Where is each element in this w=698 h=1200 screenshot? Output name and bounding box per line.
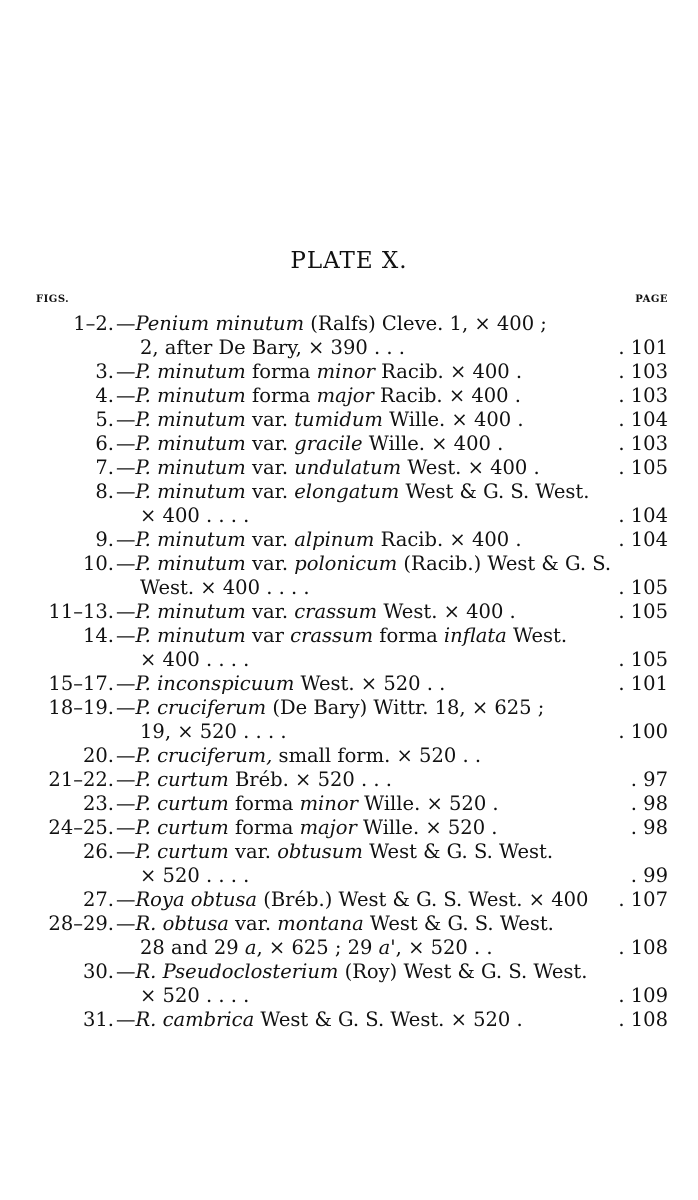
figure-entry bbox=[0, 864, 698, 888]
figure-number: 21–22. bbox=[48, 768, 114, 791]
page-number: . 105 bbox=[618, 456, 668, 479]
figure-entry bbox=[0, 1008, 698, 1032]
page-number: . 104 bbox=[618, 528, 668, 551]
figure-entry bbox=[0, 672, 698, 696]
figure-entry bbox=[0, 576, 698, 600]
figure-description: —P. minutum var. undulatum West. × 400 . bbox=[116, 456, 540, 479]
figure-description: —P. minutum var. gracile Wille. × 400 . bbox=[116, 432, 504, 455]
figure-number: 1–2. bbox=[73, 312, 114, 335]
figure-entry bbox=[0, 432, 698, 456]
figure-entry bbox=[0, 408, 698, 432]
figure-description: —P. cruciferum (De Bary) Wittr. 18, × 625 ; bbox=[116, 696, 545, 719]
figure-number: 11–13. bbox=[48, 600, 114, 623]
figure-description: × 520 . . . . bbox=[140, 984, 250, 1007]
figure-description: —P. minutum var. tumidum Wille. × 400 . bbox=[116, 408, 524, 431]
figure-description: —P. minutum var. crassum West. × 400 . bbox=[116, 600, 516, 623]
figure-number: 26. bbox=[82, 840, 114, 863]
figure-description: 28 and 29 a, × 625 ; 29 a', × 520 . . bbox=[140, 936, 493, 959]
figure-description: —P. minutum var crassum forma inflata West. bbox=[116, 624, 568, 647]
figure-entry bbox=[0, 600, 698, 624]
figure-number: 8. bbox=[95, 480, 114, 503]
figure-number: 6. bbox=[95, 432, 114, 455]
page-number: . 101 bbox=[618, 336, 668, 359]
figure-entry bbox=[0, 816, 698, 840]
figure-description: —P. curtum Bréb. × 520 . . . bbox=[116, 768, 392, 791]
figure-number: 27. bbox=[82, 888, 114, 911]
page-number: . 105 bbox=[618, 648, 668, 671]
figure-description: × 520 . . . . bbox=[140, 864, 250, 887]
figure-entry bbox=[0, 528, 698, 552]
figure-number: 24–25. bbox=[48, 816, 114, 839]
figure-number: 30. bbox=[82, 960, 114, 983]
page-number: . 104 bbox=[618, 408, 668, 431]
page-number: . 108 bbox=[618, 936, 668, 959]
figure-description: × 400 . . . . bbox=[140, 648, 250, 671]
figure-entry bbox=[0, 480, 698, 504]
figure-description: —Roya obtusa (Bréb.) West & G. S. West. × 400 bbox=[116, 888, 589, 911]
figure-entry bbox=[0, 648, 698, 672]
figure-entry bbox=[0, 960, 698, 984]
figs-column-header: FIGS. bbox=[36, 294, 70, 305]
figure-entry bbox=[0, 624, 698, 648]
figure-description: —P. minutum forma minor Racib. × 400 . bbox=[116, 360, 523, 383]
page-number: . 101 bbox=[618, 672, 668, 695]
figure-description: × 400 . . . . bbox=[140, 504, 250, 527]
figure-number: 10. bbox=[82, 552, 114, 575]
figure-entry bbox=[0, 840, 698, 864]
page-number: . 109 bbox=[618, 984, 668, 1007]
figure-description: —P. minutum var. elongatum West & G. S. West. bbox=[116, 480, 590, 503]
page-number: . 107 bbox=[618, 888, 668, 911]
page-number: . 105 bbox=[618, 576, 668, 599]
figure-description: —P. curtum forma major Wille. × 520 . bbox=[116, 816, 498, 839]
figure-description: —R. obtusa var. montana West & G. S. West. bbox=[116, 912, 554, 935]
figure-entry bbox=[0, 936, 698, 960]
figure-number: 18–19. bbox=[48, 696, 114, 719]
figure-description: —P. curtum forma minor Wille. × 520 . bbox=[116, 792, 499, 815]
figure-description: 19, × 520 . . . . bbox=[140, 720, 287, 743]
figure-number: 28–29. bbox=[48, 912, 114, 935]
figure-description: —P. curtum var. obtusum West & G. S. West. bbox=[116, 840, 554, 863]
figure-list bbox=[0, 312, 698, 1032]
figure-number: 15–17. bbox=[48, 672, 114, 695]
page-number: . 105 bbox=[618, 600, 668, 623]
figure-entry bbox=[0, 984, 698, 1008]
figure-entry bbox=[0, 720, 698, 744]
figure-entry bbox=[0, 912, 698, 936]
figure-entry bbox=[0, 456, 698, 480]
figure-description: 2, after De Bary, × 390 . . . bbox=[140, 336, 405, 359]
figure-number: 3. bbox=[95, 360, 114, 383]
figure-description: —P. cruciferum, small form. × 520 . . bbox=[116, 744, 482, 767]
figure-description: —Penium minutum (Ralfs) Cleve. 1, × 400 ; bbox=[116, 312, 547, 335]
figure-entry bbox=[0, 768, 698, 792]
figure-entry bbox=[0, 792, 698, 816]
figure-description: —P. inconspicuum West. × 520 . . bbox=[116, 672, 446, 695]
page-number: . 99 bbox=[630, 864, 668, 887]
figure-number: 23. bbox=[82, 792, 114, 815]
figure-number: 5. bbox=[95, 408, 114, 431]
plate-title: PLATE X. bbox=[290, 248, 408, 274]
page-number: . 98 bbox=[630, 816, 668, 839]
page-number: . 104 bbox=[618, 504, 668, 527]
figure-entry bbox=[0, 504, 698, 528]
figure-number: 20. bbox=[82, 744, 114, 767]
figure-entry bbox=[0, 384, 698, 408]
page-number: . 98 bbox=[630, 792, 668, 815]
figure-description: —R. Pseudoclosterium (Roy) West & G. S. West. bbox=[116, 960, 588, 983]
page-number: . 103 bbox=[618, 360, 668, 383]
figure-number: 9. bbox=[95, 528, 114, 551]
figure-description: West. × 400 . . . . bbox=[140, 576, 310, 599]
page-number: . 103 bbox=[618, 384, 668, 407]
figure-entry bbox=[0, 744, 698, 768]
figure-description: —P. minutum var. alpinum Racib. × 400 . bbox=[116, 528, 522, 551]
figure-entry bbox=[0, 312, 698, 336]
page-number: . 108 bbox=[618, 1008, 668, 1031]
figure-entry bbox=[0, 888, 698, 912]
figure-number: 4. bbox=[95, 384, 114, 407]
page-number: . 100 bbox=[618, 720, 668, 743]
page-number: . 103 bbox=[618, 432, 668, 455]
figure-number: 14. bbox=[82, 624, 114, 647]
figure-number: 31. bbox=[82, 1008, 114, 1031]
figure-description: —R. cambrica West & G. S. West. × 520 . bbox=[116, 1008, 523, 1031]
page-number: . 97 bbox=[630, 768, 668, 791]
figure-entry bbox=[0, 360, 698, 384]
figure-entry bbox=[0, 336, 698, 360]
figure-description: —P. minutum forma major Racib. × 400 . bbox=[116, 384, 521, 407]
figure-entry bbox=[0, 552, 698, 576]
figure-description: —P. minutum var. polonicum (Racib.) West & G. S. bbox=[116, 552, 612, 575]
figure-entry bbox=[0, 696, 698, 720]
figure-number: 7. bbox=[95, 456, 114, 479]
page-column-header: PAGE bbox=[635, 294, 668, 305]
